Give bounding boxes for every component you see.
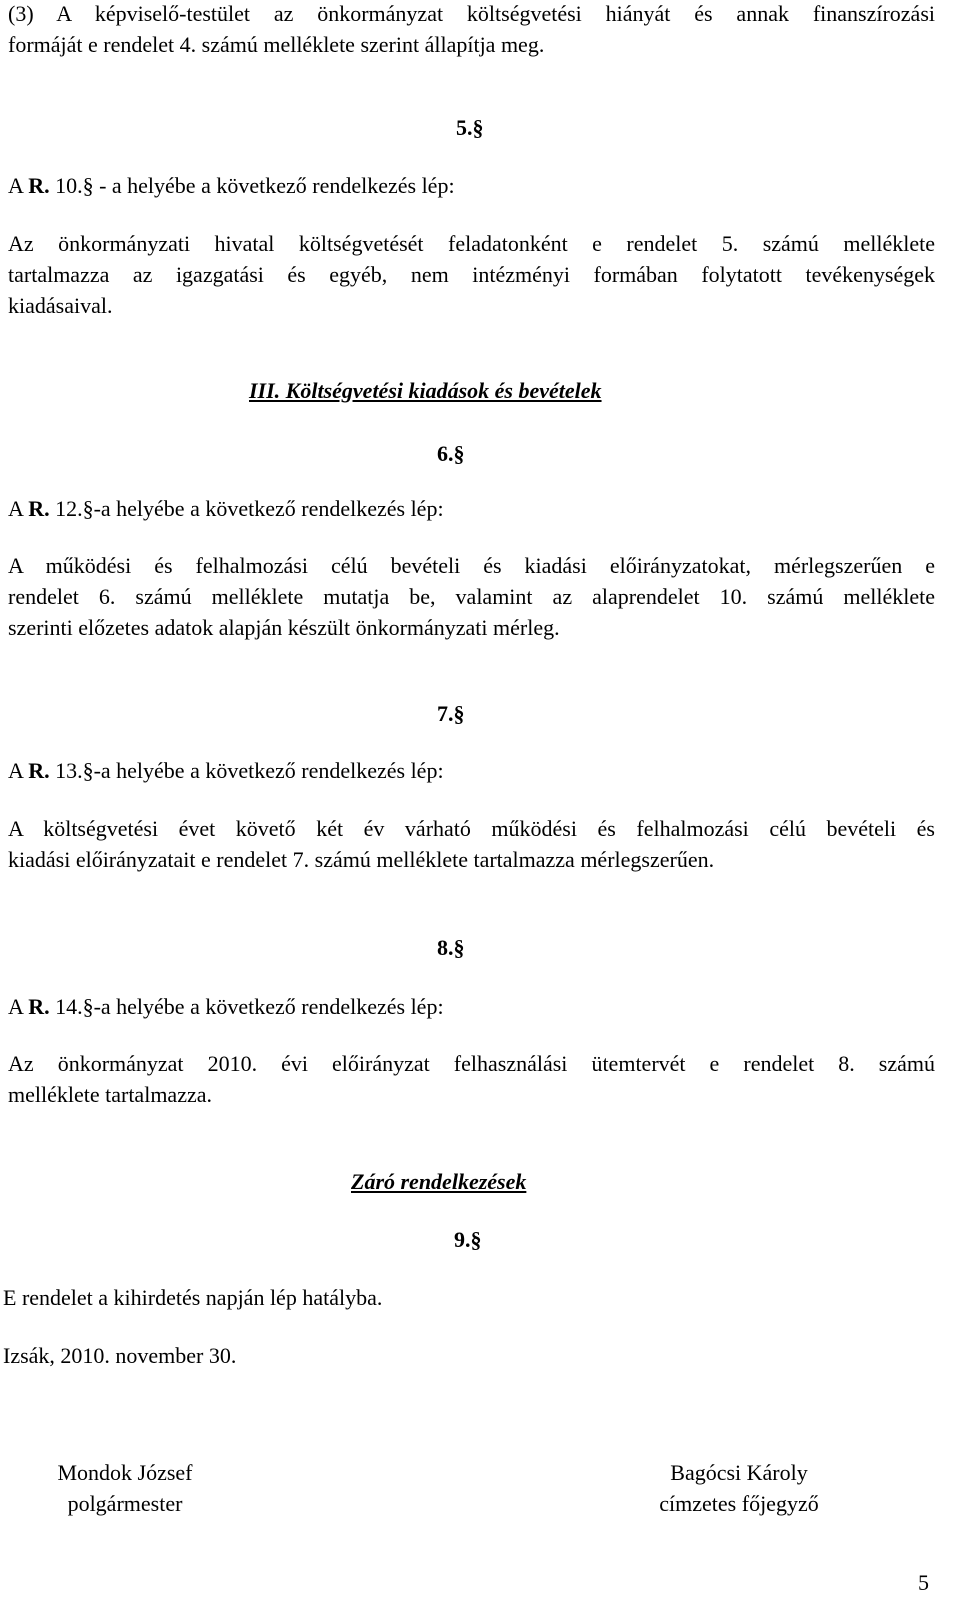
closing-title: Záró rendelkezések xyxy=(351,1169,527,1194)
section-8-amendment xyxy=(8,991,444,1022)
page-number: 5 xyxy=(918,1570,929,1595)
section-6-text xyxy=(8,550,935,643)
section-7-text xyxy=(8,813,935,875)
amendment-rest: 14.§-a helyébe a következő rendelkezés lép: xyxy=(49,994,444,1019)
amendment-prefix: A xyxy=(8,758,29,783)
amendment-r: R. xyxy=(28,173,50,198)
section-8-line-2: melléklete tartalmazza. xyxy=(8,1082,212,1107)
section-5-line-1: Az önkormányzati hivatal költségvetését feladatonként e rendelet 5. számú melléklete xyxy=(8,231,935,256)
paragraph-3-line-1: (3) A képviselő-testület az önkormányzat költségvetési hiányát és annak finanszírozási xyxy=(8,1,935,26)
section-5-line-2: tartalmazza az igazgatási és egyéb, nem intézményi formában folytatott tevékenységek xyxy=(8,262,935,287)
signature-right xyxy=(614,1457,864,1519)
section-5-number: 5.§ xyxy=(456,115,484,140)
section-8-line-1: Az önkormányzat 2010. évi előirányzat felhasználási ütemtervét e rendelet 8. számú xyxy=(8,1051,935,1076)
amendment-r: R. xyxy=(28,994,50,1019)
signature-left-title: polgármester xyxy=(67,1491,183,1516)
section-7-line-1: A költségvetési évet követő két év várható működési és felhalmozási célú bevételi és xyxy=(8,816,935,841)
section-5-text xyxy=(8,228,935,321)
section-7-line-2: kiadási előirányzatait e rendelet 7. számú melléklete tartalmazza mérlegszerűen. xyxy=(8,847,715,872)
section-6-line-1: A működési és felhalmozási célú bevételi és kiadási előirányzatokat, mérlegszerűen e xyxy=(8,553,935,578)
amendment-prefix: A xyxy=(8,496,29,521)
chapter-3-title: III. Költségvetési kiadások és bevételek xyxy=(249,378,602,403)
signature-right-name: Bagócsi Károly xyxy=(670,1460,808,1485)
amendment-r: R. xyxy=(28,496,50,521)
amendment-rest: 10.§ - a helyébe a következő rendelkezés lép: xyxy=(49,173,455,198)
amendment-rest: 13.§-a helyébe a következő rendelkezés lép: xyxy=(49,758,444,783)
section-5-line-3: kiadásaival. xyxy=(8,293,113,318)
section-6-number: 6.§ xyxy=(437,441,465,466)
section-6-line-2: rendelet 6. számú melléklete mutatja be, valamint az alaprendelet 10. számú melléklete xyxy=(8,584,935,609)
amendment-r: R. xyxy=(28,758,50,783)
signature-left xyxy=(0,1457,250,1519)
paragraph-3-line-2: formáját e rendelet 4. számú melléklete szerint állapítja meg. xyxy=(8,32,545,57)
place-date: Izsák, 2010. november 30. xyxy=(3,1343,237,1368)
section-5-amendment xyxy=(8,170,455,201)
signature-right-title: címzetes főjegyző xyxy=(659,1491,819,1516)
section-8-number: 8.§ xyxy=(437,935,465,960)
section-7-number: 7.§ xyxy=(437,701,465,726)
section-6-amendment xyxy=(8,493,444,524)
section-9-text: E rendelet a kihirdetés napján lép hatályba. xyxy=(3,1285,383,1310)
section-7-amendment xyxy=(8,755,444,786)
section-6-line-3: szerinti előzetes adatok alapján készült önkormányzati mérleg. xyxy=(8,615,560,640)
amendment-prefix: A xyxy=(8,994,29,1019)
signature-left-name: Mondok József xyxy=(57,1460,193,1485)
paragraph-3 xyxy=(8,0,935,60)
section-8-text xyxy=(8,1048,935,1110)
amendment-prefix: A xyxy=(8,173,29,198)
section-9-number: 9.§ xyxy=(454,1227,482,1252)
amendment-rest: 12.§-a helyébe a következő rendelkezés lép: xyxy=(49,496,444,521)
